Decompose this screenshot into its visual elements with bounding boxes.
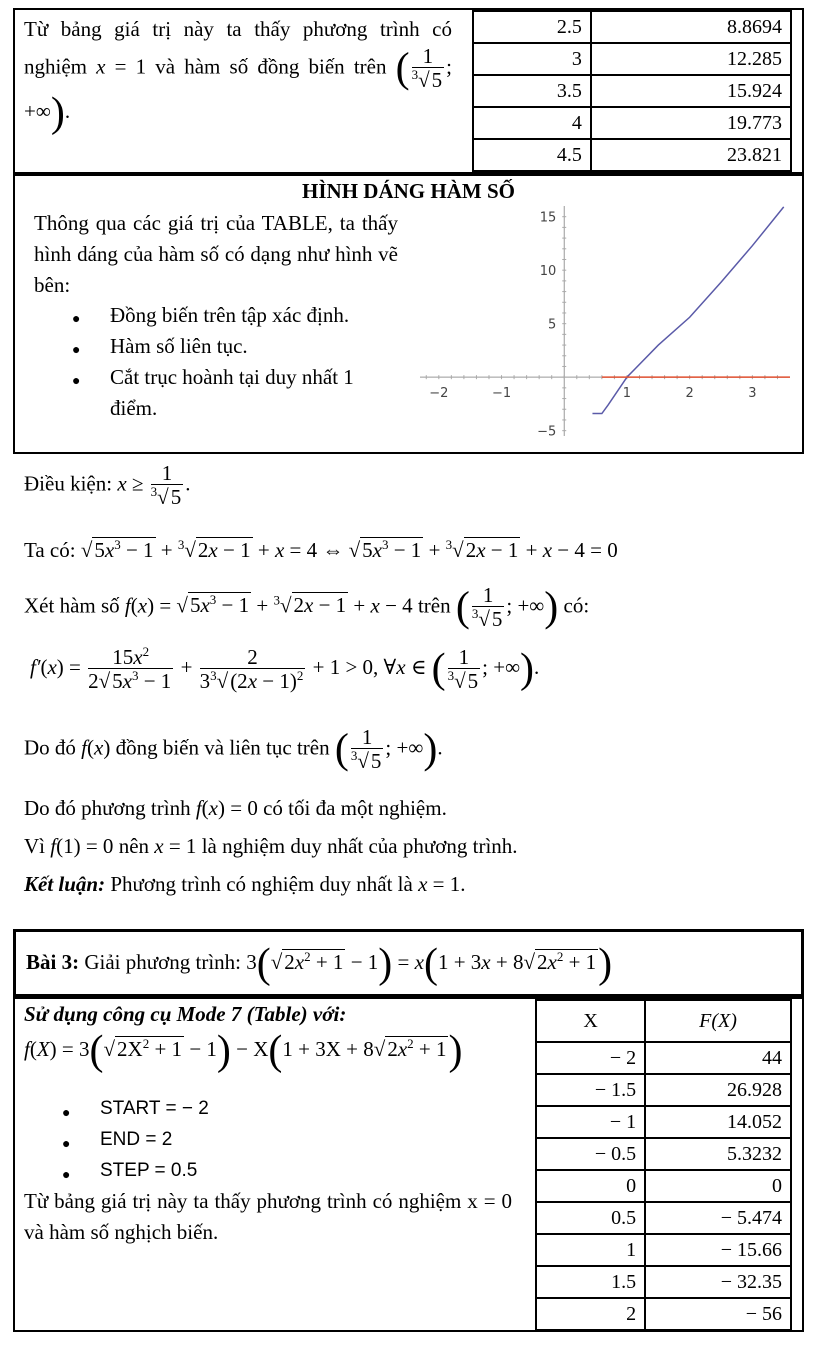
x-tick-label: 3	[748, 386, 757, 402]
xet-mid: trên	[417, 593, 451, 618]
bai3-y-cell: 0	[645, 1170, 791, 1202]
bai3-y-cell: 26.928	[645, 1074, 791, 1106]
shape-intro: Thông qua các giá trị của TABLE, ta thấy hình dáng của hàm số có dạng như hình vẽ bên:	[34, 211, 398, 297]
y-tick-label: −5	[537, 424, 557, 436]
derivative-line: f′(x) = $\frac{15x^2}{2√5x^3 - 1}$ + $\frac{2}{3^3√(2x - 1)^2}$ + 1 > 0, ∀x ∈ ( $\frac{1}{^3√5}$ ; +∞).	[30, 644, 540, 694]
bai3-bullets	[36, 1093, 209, 1186]
vi-suffix: là nghiệm duy nhất của phương trình.	[201, 834, 518, 858]
bai3-row	[536, 1170, 791, 1202]
block1-row	[473, 139, 791, 171]
bai3-row	[536, 1234, 791, 1266]
bai3-row	[536, 1266, 791, 1298]
block1-y-cell: 15.924	[591, 75, 791, 107]
dodo1-prefix: Do đó	[24, 735, 76, 760]
bai3-tool: Sử dụng công cụ Mode 7 (Table) với:	[24, 1002, 347, 1026]
series-line-function	[592, 207, 783, 414]
block1-y-cell: 19.773	[591, 107, 791, 139]
block1-y-cell: 23.821	[591, 139, 791, 171]
shape-title: HÌNH DÁNG HÀM SỐ	[302, 179, 515, 203]
bai3-header: Bài 3: Giải phương trình: $3(√2x^2 + 1 - 1) = x(1 + 3x + 8√2x^2 + 1)$	[26, 941, 613, 987]
bai3-x-cell: − 2	[536, 1042, 645, 1074]
bai3-row	[536, 1074, 791, 1106]
bai3-end: ● END = 2	[36, 1124, 209, 1155]
vi-prefix: Vì	[24, 834, 45, 858]
bai3-y-cell: 44	[645, 1042, 791, 1074]
shape-bullet-2: ● Hàm số liên tục.	[46, 331, 398, 362]
bai3-row	[536, 1138, 791, 1170]
block1-x-cell: 4.5	[473, 139, 591, 171]
block1-x-cell: 2.5	[473, 11, 591, 43]
shape-bullet-3: ● Cắt trục hoành tại duy nhất 1 điểm.	[46, 362, 398, 424]
bai3-x-cell: 2	[536, 1298, 645, 1330]
block1-x-cell: 3	[473, 43, 591, 75]
bai3-text: Giải phương trình:	[84, 949, 241, 974]
bai3-x-cell: 1.5	[536, 1266, 645, 1298]
block1-y-cell: 12.285	[591, 43, 791, 75]
vi-mid: nên	[118, 834, 150, 858]
bai3-table	[535, 999, 792, 1331]
bai3-header-x: X	[536, 1000, 645, 1042]
block1-row	[473, 75, 791, 107]
shape-bullet-1: ● Đồng biến trên tập xác định.	[46, 300, 398, 331]
dodo2-suffix: có tối đa một nghiệm.	[263, 796, 447, 820]
y-tick-label: 5	[547, 317, 557, 333]
dodo1-mid: đồng biến và liên tục trên	[115, 735, 330, 760]
dodo2-line: Do đó phương trình f(x) = 0 có tối đa một nghiệm.	[24, 796, 447, 820]
bai3-x-cell: 1	[536, 1234, 645, 1266]
bai3-y-cell: 14.052	[645, 1106, 791, 1138]
block1-row	[473, 43, 791, 75]
bai3-y-cell: − 5.474	[645, 1202, 791, 1234]
bai3-x-cell: − 1.5	[536, 1074, 645, 1106]
bai3-x-cell: − 1	[536, 1106, 645, 1138]
function-graph	[420, 206, 790, 436]
xet-prefix: Xét hàm số	[24, 593, 120, 618]
block1-x-cell: 3.5	[473, 75, 591, 107]
bai3-start: ● START = − 2	[36, 1093, 209, 1124]
bai3-step: ● STEP = 0.5	[36, 1155, 209, 1186]
y-tick-label: 10	[539, 264, 557, 280]
block1-y-cell: 8.8694	[591, 11, 791, 43]
condition-line: Điều kiện: x ≥ $\frac{1}{^3√5}$ .	[24, 461, 191, 510]
bai3-y-cell: 5.3232	[645, 1138, 791, 1170]
taco-line: Ta có: $√5x^3 - 1 + ^3√2x - 1 + x = 4$ ⇔ $√5x^3 - 1 + ^3√2x - 1 + x - 4 = 0$	[24, 537, 618, 562]
block1-x-cell: 4	[473, 107, 591, 139]
bai3-y-cell: − 32.35	[645, 1266, 791, 1298]
conclusion-line: Kết luận: Phương trình có nghiệm duy nhất là x = 1.	[24, 872, 466, 896]
bai3-row	[536, 1298, 791, 1330]
bai3-row	[536, 1106, 791, 1138]
bai3-x-cell: − 0.5	[536, 1138, 645, 1170]
conclusion-label: Kết luận:	[24, 872, 106, 896]
y-tick-label: 15	[539, 210, 557, 226]
bai3-header-fx: F(X)	[645, 1000, 791, 1042]
x-tick-label: −1	[491, 386, 512, 402]
vi-line: Vì f(1) = 0 nên x = 1 là nghiệm duy nhất của phương trình.	[24, 834, 518, 858]
block1-row	[473, 11, 791, 43]
xet-line: Xét hàm số $f(x) = √5x^3 - 1 + ^3√2x - 1 + x - 4$ trên ( $\frac{1}{^3√5}$ ; +∞) có:	[24, 583, 590, 632]
bai3-label: Bài 3:	[26, 949, 80, 974]
taco-label: Ta có:	[24, 538, 76, 562]
block1-text: Từ bảng giá trị này ta thấy phương trình có nghiệm x = 1 và hàm số đồng biến trên ( $\frac{1}{^3√5}$ ; +∞).	[24, 17, 452, 137]
block1-table	[472, 10, 792, 172]
block1-row	[473, 107, 791, 139]
bai3-row	[536, 1042, 791, 1074]
bai3-row	[536, 1202, 791, 1234]
x-tick-label: 1	[622, 386, 632, 402]
dodo1-line: Do đó f(x) đồng biến và liên tục trên ( $\frac{1}{^3√5}$ ; +∞).	[24, 725, 443, 774]
bai3-function: $f(X) = 3(√2X^2 + 1 - 1) - X(1 + 3X + 8√2x^2 + 1)$	[24, 1028, 463, 1074]
bai3-x-cell: 0	[536, 1170, 645, 1202]
bai3-y-cell: − 56	[645, 1298, 791, 1330]
condition-label: Điều kiện:	[24, 471, 113, 496]
conclusion-text: Phương trình có nghiệm duy nhất là	[110, 872, 413, 896]
xet-suffix: có:	[563, 593, 590, 618]
bai3-conclusion: Từ bảng giá trị này ta thấy phương trình có nghiệm x = 0 và hàm số nghịch biến.	[24, 1189, 512, 1244]
shape-bullets	[46, 300, 398, 424]
x-tick-label: 2	[685, 386, 694, 402]
bai3-x-cell: 0.5	[536, 1202, 645, 1234]
bai3-y-cell: − 15.66	[645, 1234, 791, 1266]
x-tick-label: −2	[429, 386, 449, 402]
dodo2-prefix: Do đó phương trình	[24, 796, 191, 820]
